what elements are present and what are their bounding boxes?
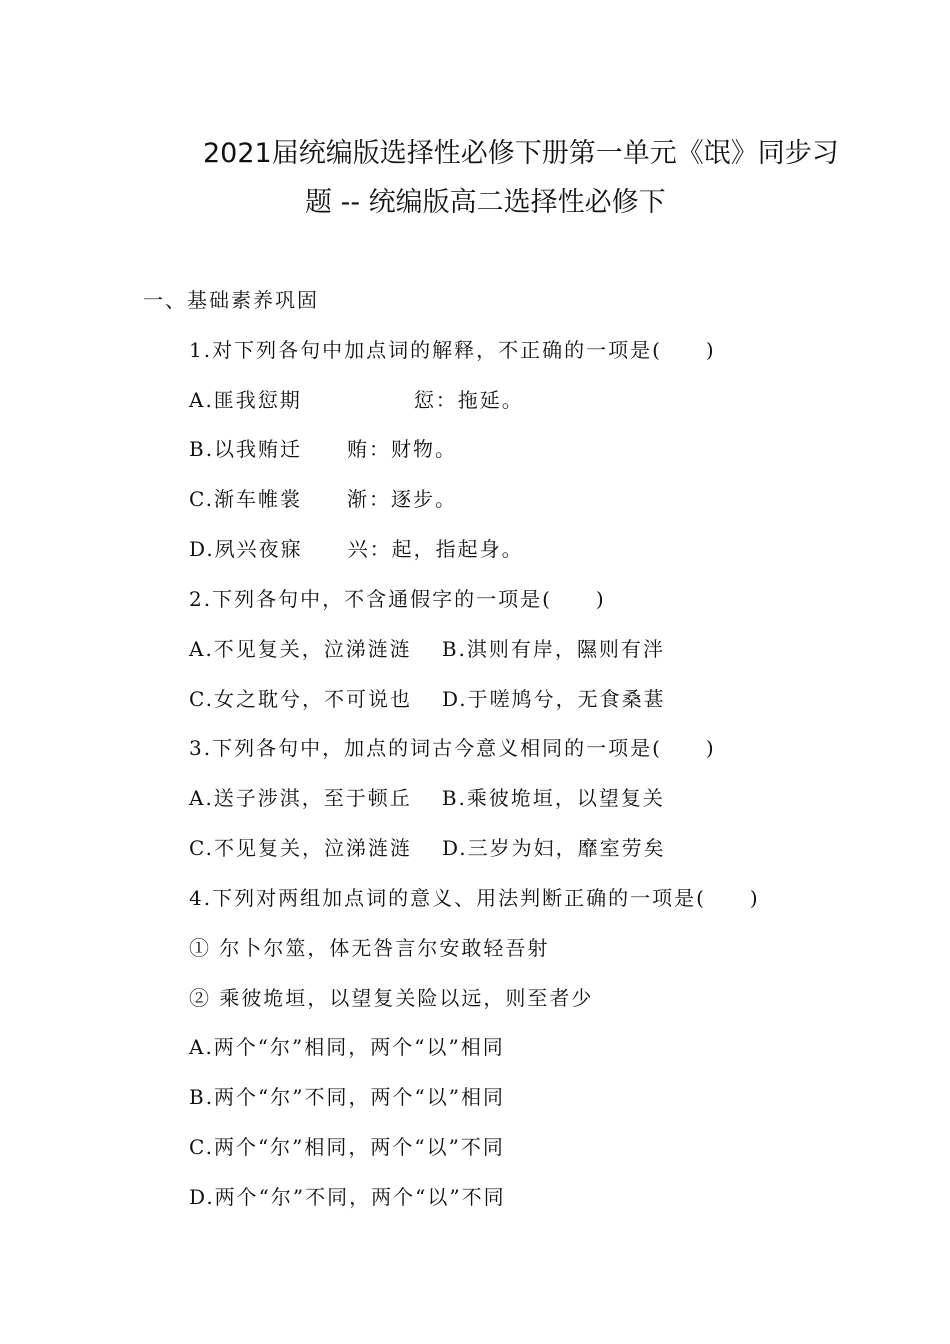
- section-heading: 一、基础素养巩固: [143, 288, 319, 312]
- question-2-options-row-2: [189, 688, 666, 710]
- option-text: A.匪我愆期: [189, 388, 302, 412]
- option-explanation: 兴：起，指起身。: [347, 537, 524, 561]
- question-2-stem: 2.下列各句中，不含通假字的一项是( ): [189, 587, 606, 611]
- question-4-option-c: C.两个“尔”相同，两个“以”不同: [189, 1135, 505, 1159]
- option-explanation: 贿：财物。: [347, 437, 458, 461]
- option-d: D.三岁为妇，靡室劳矣: [441, 836, 666, 860]
- question-1-option-c: [189, 488, 457, 510]
- question-4-option-d: D.两个“尔”不同，两个“以”不同: [189, 1185, 506, 1209]
- question-1-option-d: [189, 538, 524, 560]
- option-b: B.淇则有岸，隰则有泮: [441, 637, 665, 661]
- option-text: C.渐车帷裳: [189, 487, 302, 511]
- option-b: B.乘彼垝垣，以望复关: [441, 786, 665, 810]
- question-4-stem: 4.下列对两组加点词的意义、用法判断正确的一项是( ): [189, 886, 760, 910]
- question-4-option-b: B.两个“尔”不同，两个“以”相同: [189, 1085, 505, 1109]
- question-4-sentence-1: ① 尔卜尔筮，体无咎言尔安敢轻吾射: [189, 936, 550, 960]
- option-text: B.以我贿迁: [189, 437, 303, 461]
- question-2-options-row-1: [189, 638, 665, 660]
- option-a: A.不见复关，泣涕涟涟: [189, 637, 412, 661]
- question-3-options-row-1: [189, 787, 665, 809]
- question-1-option-a: [189, 389, 524, 411]
- option-c: C.女之耽兮，不可说也: [189, 687, 412, 711]
- option-a: A.送子涉淇，至于顿丘: [189, 786, 412, 810]
- question-3-stem: 3.下列各句中，加点的词古今意义相同的一项是( ): [189, 736, 716, 760]
- document-title-line-1: 2021届统编版选择性必修下册第一单元《氓》同步习: [203, 138, 839, 169]
- question-3-options-row-2: [189, 837, 666, 859]
- option-c: C.不见复关，泣涕涟涟: [189, 836, 412, 860]
- question-1-option-b: [189, 438, 457, 460]
- option-explanation: 愆：拖延。: [413, 388, 524, 412]
- question-4-sentence-2: ② 乘彼垝垣，以望复关险以远，则至者少: [189, 986, 594, 1010]
- document-title-line-2: 题 -- 统编版高二选择性必修下: [305, 187, 666, 218]
- option-explanation: 渐：逐步。: [346, 487, 457, 511]
- option-d: D.于嗟鸠兮，无食桑葚: [441, 687, 666, 711]
- option-text: D.夙兴夜寐: [189, 537, 303, 561]
- question-1-stem: 1.对下列各句中加点词的解释，不正确的一项是( ): [189, 338, 716, 362]
- question-4-option-a: A.两个“尔”相同，两个“以”相同: [189, 1035, 505, 1059]
